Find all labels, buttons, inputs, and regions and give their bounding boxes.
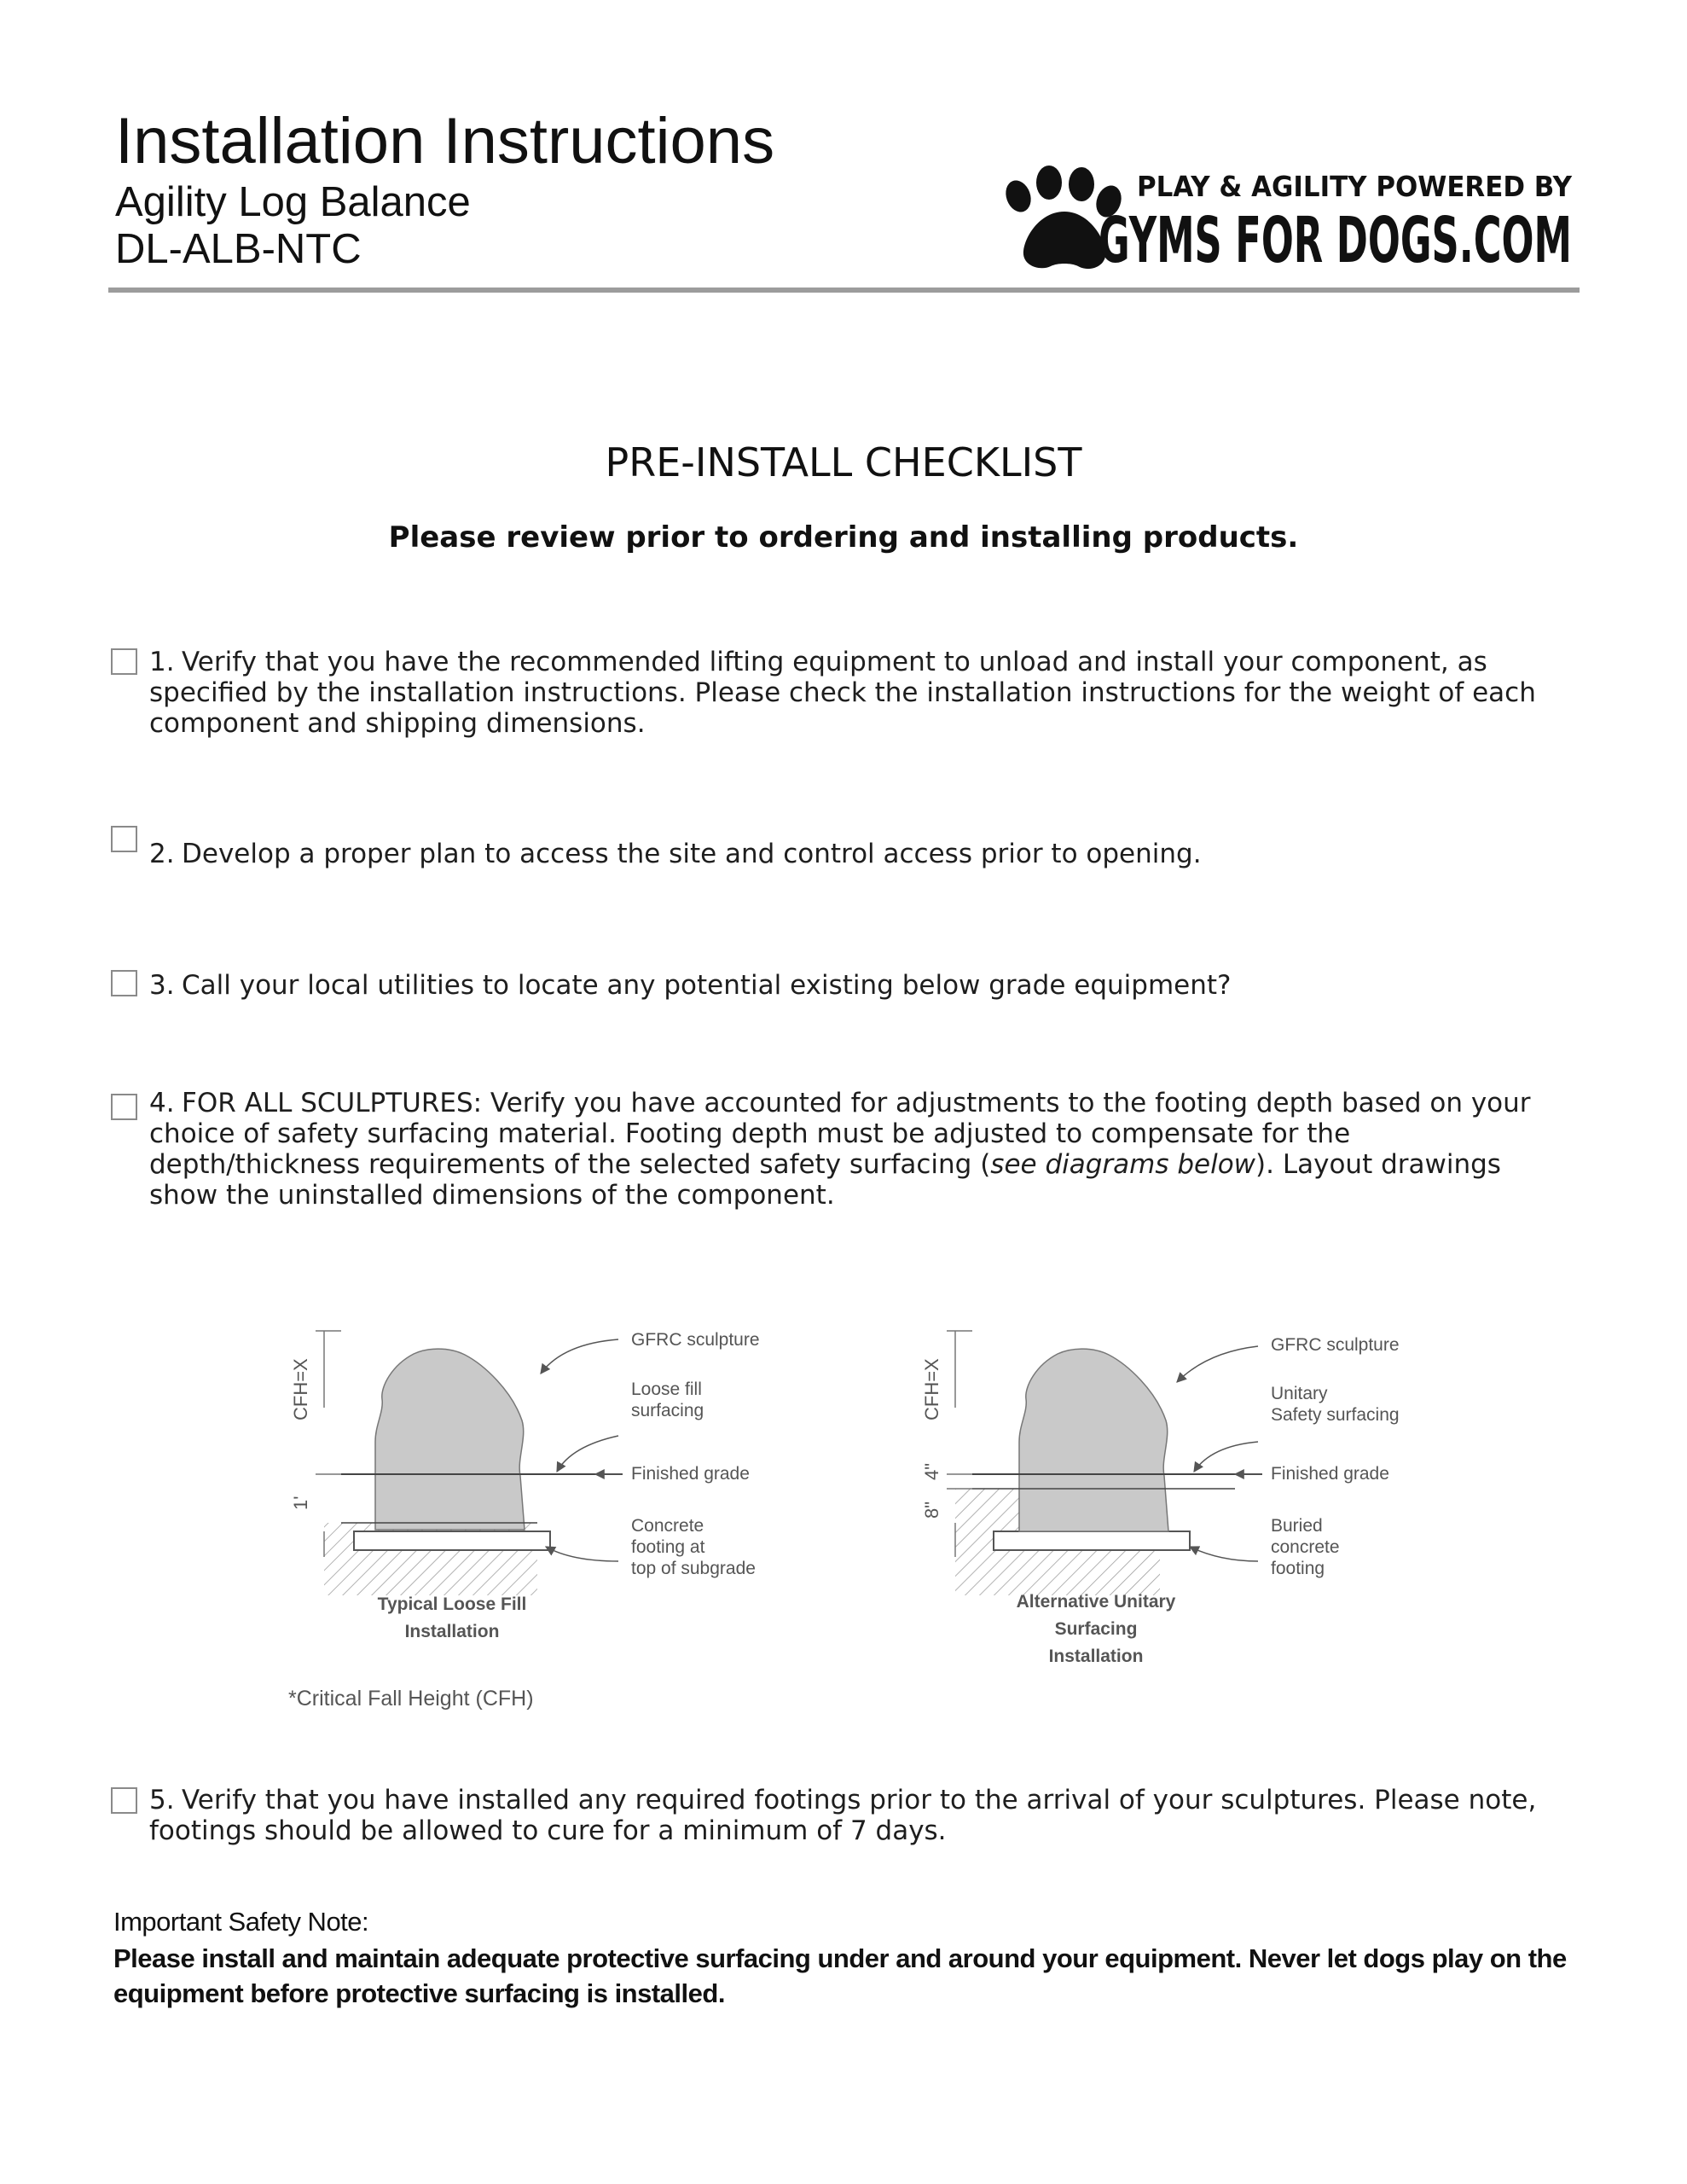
item-text: FOR ALL SCULPTURES: Verify you have accounted for adjustments to the footing depth based on your choice of safety surfacing material. Footing depth must be adjusted to compensate for the depth/thickness requirements of the selected safety surfacing ( [149,1088,1531,1180]
label-gfrc-right: GFRC sculpture [1271,1335,1400,1355]
label-unitary: Unitary [1271,1384,1328,1403]
label-buried: Buried [1271,1516,1323,1536]
dim-cfh-left: CFH=X [290,1358,311,1420]
item-text-after: ). Layout drawings show the uninstalled dimensions of the component. [149,1149,1501,1211]
product-name: Agility Log Balance [115,179,471,225]
product-sku: DL-ALB-NTC [115,226,362,272]
dim-cfh-right: CFH=X [921,1358,942,1420]
item-text-italic: see diagrams below [990,1149,1256,1180]
buried-concrete-footing [994,1531,1190,1550]
caption-unitary-1: Alternative Unitary [1016,1592,1176,1612]
caption-unitary-3: Installation [1048,1647,1144,1666]
item-text: Verify that you have installed any required footings prior to the arrival of your sculptures. Please note, footings should be allowed to cure for a minimum of 7 days. [149,1785,1537,1846]
diagram-loose-fill [290,1330,760,1641]
item-number: 2. [149,839,175,869]
sculpture-shape [1019,1349,1168,1531]
label-finished-grade-right: Finished grade [1271,1464,1389,1484]
document-title: Installation Instructions [115,105,775,177]
checkbox-item-3[interactable] [111,970,137,996]
dim-8in: 8" [921,1501,942,1519]
label-concrete: Concrete [631,1516,704,1536]
diagram-unitary [921,1331,1400,1666]
safety-heading: Important Safety Note: [113,1907,369,1937]
checkbox-item-1[interactable] [111,648,137,675]
item-number: 5. [149,1785,175,1815]
checkbox-item-2[interactable] [111,826,137,852]
header-divider [108,288,1580,293]
caption-unitary-2: Surfacing [1054,1619,1138,1639]
brand-name: GYMS FOR DOGS.COM [1099,204,1572,277]
checkbox-item-5[interactable] [111,1787,137,1814]
sculpture-shape [375,1349,525,1530]
checklist-subtitle: Please review prior to ordering and installing products. [388,520,1299,555]
item-number: 4. [149,1088,175,1118]
brand-tagline: PLAY & AGILITY POWERED BY [1137,170,1574,203]
checklist-item-3 [149,970,1557,1001]
item-text: Call your local utilities to locate any potential existing below grade equipment? [182,970,1232,1001]
safety-body: Please install and maintain adequate protective surfacing under and around your equipment. Never let dogs play on the equipment before protective surfacing is installed. [113,1943,1567,2008]
caption-loose-fill-2: Installation [404,1622,500,1641]
cfh-footnote: *Critical Fall Height (CFH) [288,1687,534,1711]
dim-4in: 4" [921,1462,942,1480]
label-top-of-subgrade: top of subgrade [631,1559,756,1578]
checklist-item-2 [149,839,1557,869]
label-footing-at: footing at [631,1537,705,1557]
caption-loose-fill-1: Typical Loose Fill [377,1594,527,1614]
brand-logo [981,162,1578,290]
checklist-item-4 [149,1088,1557,1211]
label-footing: footing [1271,1559,1325,1578]
label-loose-fill: Loose fill [631,1380,702,1399]
checklist-item-5 [149,1785,1557,1846]
item-text: Develop a proper plan to access the site and control access prior to opening. [182,839,1202,869]
label-finished-grade-left: Finished grade [631,1464,750,1484]
checklist-title: PRE-INSTALL CHECKLIST [605,439,1082,485]
item-number: 3. [149,970,175,1001]
item-text: Verify that you have the recommended lifting equipment to unload and install your component, as specified by the installation instructions. Please check the installation instructions for the weight of each component and shipping dimensions. [149,647,1536,739]
concrete-footing [354,1531,550,1550]
label-gfrc-left: GFRC sculpture [631,1330,760,1350]
dim-1ft: 1' [290,1496,311,1510]
checklist-item-1 [149,647,1557,739]
label-surfacing: surfacing [631,1401,704,1420]
checkbox-item-4[interactable] [111,1094,137,1120]
item-number: 1. [149,647,175,677]
footing-diagrams [256,1305,1467,1732]
label-safety-surfacing: Safety surfacing [1271,1405,1400,1425]
label-concrete-right: concrete [1271,1537,1340,1557]
